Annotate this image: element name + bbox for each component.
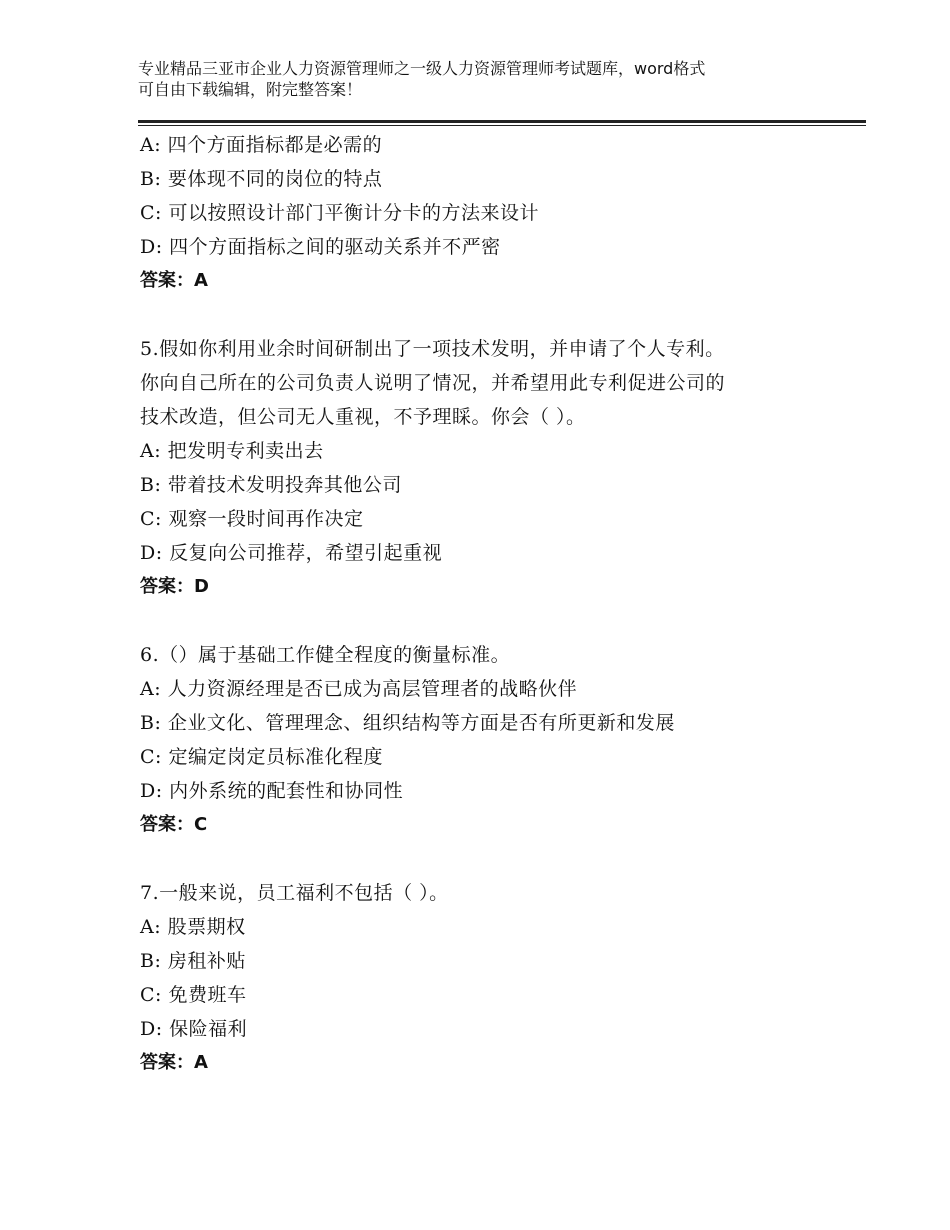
option-a: A: 把发明专利卖出去 — [140, 440, 324, 462]
spacer — [140, 842, 860, 876]
question-stem-line: 技术改造，但公司无人重视，不予理睬。你会（ ）。 — [140, 406, 586, 428]
option-b: B: 要体现不同的岗位的特点 — [140, 168, 383, 190]
option-d: D: 内外系统的配套性和协同性 — [140, 780, 404, 802]
option-c: C: 定编定岗定员标准化程度 — [140, 746, 383, 768]
answer-label: 答案：A — [140, 1052, 208, 1073]
option-b: B: 房租补贴 — [140, 950, 246, 972]
question-4 — [140, 128, 860, 298]
header-line-2: 可自由下载编辑，附完整答案！ — [138, 80, 363, 99]
option-a: A: 股票期权 — [140, 916, 246, 938]
option-a: A: 人力资源经理是否已成为高层管理者的战略伙伴 — [140, 678, 578, 700]
option-c: C: 可以按照设计部门平衡计分卡的方法来设计 — [140, 202, 539, 224]
option-b: B: 带着技术发明投奔其他公司 — [140, 474, 402, 496]
question-6 — [140, 638, 860, 842]
document-header — [138, 58, 838, 100]
question-stem-line: 6.（）属于基础工作健全程度的衡量标准。 — [140, 644, 511, 666]
spacer — [140, 298, 860, 332]
header-divider-thin — [138, 125, 866, 126]
spacer — [140, 604, 860, 638]
option-c: C: 免费班车 — [140, 984, 247, 1006]
option-d: D: 保险福利 — [140, 1018, 248, 1040]
header-line-1: 专业精品三亚市企业人力资源管理师之一级人力资源管理师考试题库，word格式 — [138, 59, 706, 78]
question-5 — [140, 332, 860, 604]
question-stem-line: 5.假如你利用业余时间研制出了一项技术发明，并申请了个人专利。 — [140, 338, 725, 360]
header-divider-thick — [138, 120, 866, 123]
option-a: A: 四个方面指标都是必需的 — [140, 134, 383, 156]
option-b: B: 企业文化、管理理念、组织结构等方面是否有所更新和发展 — [140, 712, 675, 734]
answer-label: 答案：C — [140, 814, 208, 835]
question-7 — [140, 876, 860, 1080]
option-d: D: 四个方面指标之间的驱动关系并不严密 — [140, 236, 501, 258]
answer-label: 答案：A — [140, 270, 208, 291]
answer-label: 答案：D — [140, 576, 209, 597]
question-stem-line: 你向自己所在的公司负责人说明了情况，并希望用此专利促进公司的 — [140, 372, 726, 394]
option-d: D: 反复向公司推荐，希望引起重视 — [140, 542, 443, 564]
question-stem-line: 7.一般来说，员工福利不包括（ ）。 — [140, 882, 449, 904]
option-c: C: 观察一段时间再作决定 — [140, 508, 364, 530]
question-list — [140, 128, 860, 1080]
